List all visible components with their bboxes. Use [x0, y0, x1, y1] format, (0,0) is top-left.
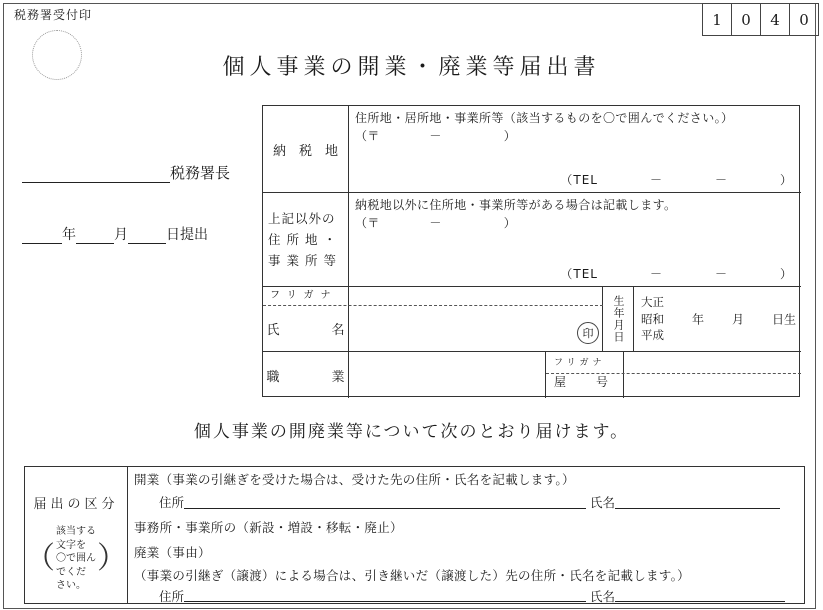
- occupation-label-cell: [263, 351, 349, 398]
- tel-label: （TEL － － ）: [560, 267, 793, 281]
- opening-business-line: 開業（事業の引継ぎを受けた場合は、受けた先の住所・氏名を記載します。）: [134, 472, 575, 487]
- furigana-label-cell: フリガナ: [263, 287, 349, 305]
- address-fill-line: [184, 601, 586, 602]
- other-address-label-cell: [263, 193, 349, 287]
- submission-date-line: [22, 224, 208, 244]
- name-fill-line: [615, 508, 780, 509]
- open-paren: （: [25, 540, 55, 576]
- category-note: [25, 525, 127, 593]
- closing-note-line: （事業の引継ぎ（譲渡）による場合は、引き継いだ（譲渡した）先の住所・氏名を記載します。）: [134, 568, 690, 583]
- form-code-digit: 1: [702, 3, 732, 36]
- trade-furigana-label: フリガナ: [554, 358, 606, 368]
- category-label-cell: [25, 467, 128, 603]
- occupation-field: [349, 351, 546, 398]
- birth-day-label: 日生: [772, 312, 797, 327]
- tax-address-instruction: 住所地・居所地・事業所等（該当するものを〇で囲んでください。）: [355, 111, 734, 125]
- form-code-digit: 0: [732, 3, 761, 36]
- postal-code-label: （〒 － ）: [355, 216, 517, 230]
- name-fill-line: [615, 601, 785, 602]
- trade-name-dashed-divider: [546, 373, 801, 374]
- close-paren: ）: [97, 540, 127, 576]
- seal-mark-icon: [577, 322, 599, 344]
- tel-label: （TEL － － ）: [560, 173, 793, 187]
- birth-month-label: 月: [732, 312, 745, 327]
- category-note-line: さい。: [56, 580, 86, 591]
- trade-name-field: [624, 351, 801, 398]
- birth-date-label-cell: [603, 287, 634, 351]
- other-address-label-line: 住所地・: [268, 232, 343, 247]
- category-content-cell: [128, 467, 806, 603]
- month-fill-line: [76, 227, 114, 244]
- month-label: 月: [114, 227, 128, 243]
- form-title: 個人事業の開業・廃業等届出書: [222, 55, 601, 80]
- trade-name-label: 屋 号: [554, 375, 611, 389]
- era-options: [641, 294, 664, 344]
- office-change-line: 事務所・事業所の（新設・増設・移転・廃止）: [134, 520, 403, 535]
- other-address-label-line: 事業所等: [268, 253, 343, 268]
- day-fill-line: [128, 227, 166, 244]
- other-address-instruction: 納税地以外に住所地・事業所等がある場合は記載します。: [355, 198, 677, 212]
- tax-address-label-cell: [263, 106, 349, 193]
- address-label: 住所: [159, 589, 185, 604]
- tax-office-fill-line: [22, 165, 170, 183]
- trade-name-label-cell: [546, 351, 624, 398]
- era-option: 大正: [641, 295, 664, 309]
- tax-office-label: 税務署長: [170, 164, 231, 182]
- birth-date-label: 生年月日: [612, 295, 625, 343]
- day-submit-label: 日提出: [166, 227, 208, 243]
- applicant-info-table: [262, 105, 800, 397]
- name-label: 氏 名: [266, 322, 345, 338]
- postal-code-label: （〒 － ）: [355, 129, 517, 143]
- year-fill-line: [22, 227, 62, 244]
- category-note-line: 〇で囲んでくだ: [56, 553, 96, 578]
- category-note-line: 該当する文字を: [56, 526, 96, 551]
- form-code-boxes: [702, 3, 819, 36]
- notification-category-table: [24, 466, 805, 604]
- other-address-field: [349, 193, 801, 287]
- furigana-dashed-divider: [263, 305, 603, 306]
- name-label-cell: [263, 305, 349, 351]
- other-address-label-line: 上記以外の: [268, 211, 336, 226]
- seal-character: 印: [582, 327, 594, 340]
- category-label: 届出の区分: [33, 497, 119, 512]
- birth-year-label: 年: [692, 312, 705, 327]
- category-note-lines: [56, 525, 96, 593]
- tax-address-field: [349, 106, 801, 193]
- tax-office-receipt-stamp-label: 税務署受付印: [14, 8, 93, 22]
- name-field: [349, 287, 603, 351]
- name-label: 氏名: [590, 589, 616, 604]
- address-fill-line: [184, 508, 586, 509]
- tax-office-line: [22, 162, 230, 183]
- closing-business-line: 廃業（事由）: [134, 545, 211, 560]
- form-code-digit: 4: [761, 3, 790, 36]
- era-option: 昭和: [641, 311, 664, 326]
- form-code-digit: 0: [790, 3, 819, 36]
- occupation-label: 職 業: [266, 369, 345, 385]
- era-option: 平成: [641, 328, 664, 342]
- year-label: 年: [62, 227, 76, 243]
- address-label: 住所: [159, 495, 185, 510]
- tax-address-label: 納 税 地: [272, 143, 338, 159]
- declaration-sentence: 個人事業の開廃業等について次のとおり届けます。: [193, 422, 630, 442]
- birth-date-field: [634, 287, 801, 351]
- name-label: 氏名: [590, 495, 616, 510]
